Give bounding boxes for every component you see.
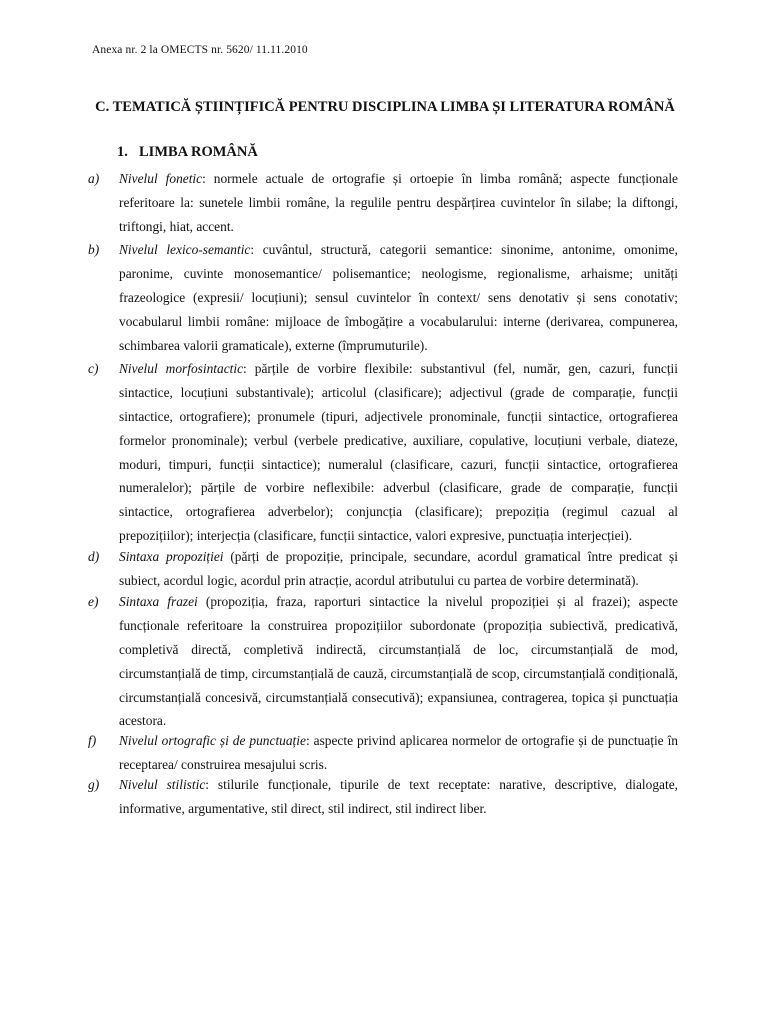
- item-text: (părți de propoziție, principale, secundare, acordul gramatical între predicat și subiect, acordul logic, acordul prin atracție, acordul atributului cu partea de vorbire determinată).: [119, 548, 678, 588]
- topic-item-stylistic: [88, 773, 678, 821]
- item-marker: e): [88, 594, 99, 610]
- item-marker: b): [88, 242, 100, 258]
- topic-item-lexico-semantic: [88, 238, 678, 357]
- item-term: Nivelul ortografic și de punctuație: [119, 733, 306, 749]
- section-heading: [117, 144, 258, 161]
- item-marker: c): [88, 361, 99, 377]
- topic-item-phonetic: [88, 167, 678, 238]
- item-term: Nivelul lexico-semantic: [119, 242, 251, 258]
- item-term: Sintaxa propoziției: [119, 548, 224, 564]
- topic-item-orthography-punctuation: [88, 729, 678, 777]
- item-term: Sintaxa frazei: [119, 594, 198, 610]
- topic-item-sentence-syntax: [88, 590, 678, 733]
- item-marker: g): [88, 776, 100, 792]
- item-term: Nivelul morfosintactic: [119, 361, 244, 377]
- item-text: : părțile de vorbire flexibile: substantivul (fel, număr, gen, cazuri, funcții sintactice, locuțiuni substantivale); articolul (clasificare); adjectivul (grade de comparație, funcții sintactice, ortografiere); pronumele (tipuri, adjectivele pronominale, funcții sintactice, ortografierea formelor pronominale); verbul (verbele predicative, auxiliare, copulative, locuțiuni verbale, diateze, moduri, timpuri, funcții sintactice); numeralul (clasificare, cazuri, funcții sintactice, ortografierea numeralelor); părțile de vorbire neflexibile: adverbul (clasificare, grade de comparație, funcții sintactice, ortografierea adverbelor); conjuncția (clasificare); prepoziția (regimul cazual al prepozițiilor); interjecția (clasificare, funcții sintactice, valori expresive, punctuația interjecției).: [119, 361, 678, 543]
- topic-item-morphosyntactic: [88, 357, 678, 547]
- topic-list: [88, 167, 678, 820]
- item-marker: d): [88, 548, 100, 564]
- item-marker: f): [88, 733, 97, 749]
- section-number: 1.: [117, 144, 128, 160]
- item-text: : aspecte privind aplicarea normelor de ortografie și de punctuație în receptarea/ construirea mesajului scris.: [119, 733, 678, 772]
- item-text: : stilurile funcționale, tipurile de text receptate: narative, descriptive, dialogate, informative, argumentative, stil direct, stil indirect, stil indirect liber.: [119, 776, 678, 816]
- item-text: (propoziția, fraza, raporturi sintactice la nivelul propoziției și al frazei); aspecte funcționale referitoare la construirea propozițiilor subordonate (propoziția subiectivă, predicativă, completivă directă, completivă indirectă, circumstanțială de loc, circumstanțială de mod, circumstanțială de timp, circumstanțială de cauză, circumstanțială de scop, circumstanțială condițională, circumstanțială concesivă, circumstanțială consecutivă); expansiunea, contragerea, topica și punctuația acestora.: [119, 594, 679, 729]
- item-text: : cuvântul, structură, categorii semantice: sinonime, antonime, omonime, paronime, cuvinte monosemantice/ polisemantice; neologisme, regionalisme, arhaisme; unități frazeologice (expresii/ locuțiuni); sensul cuvintelor în context/ sens denotativ și sens conotativ; vocabularul limbii române: mijloace de îmbogățire a vocabularului: interne (derivarea, compunerea, schimbarea valorii gramaticale), externe (împrumuturile).: [119, 242, 678, 353]
- section-title: LIMBA ROMÂNĂ: [139, 144, 258, 160]
- item-term: Nivelul fonetic: [119, 171, 203, 186]
- topic-item-clause-syntax: [88, 545, 678, 593]
- item-marker: a): [88, 171, 100, 186]
- item-text: : normele actuale de ortografie și ortoepie în limba română; aspecte funcționale referitoare la: sunetele limbii române, la regulile pentru despărțirea cuvintelor în silabe; la diftongi, triftongi, hiat, accent.: [119, 171, 678, 234]
- document-title: C. TEMATICĂ ȘTIINȚIFICĂ PENTRU DISCIPLINA LIMBA ȘI LITERATURA ROMÂNĂ: [95, 99, 675, 115]
- item-term: Nivelul stilistic: [119, 776, 206, 792]
- annex-reference: Anexa nr. 2 la OMECTS nr. 5620/ 11.11.2010: [92, 44, 308, 56]
